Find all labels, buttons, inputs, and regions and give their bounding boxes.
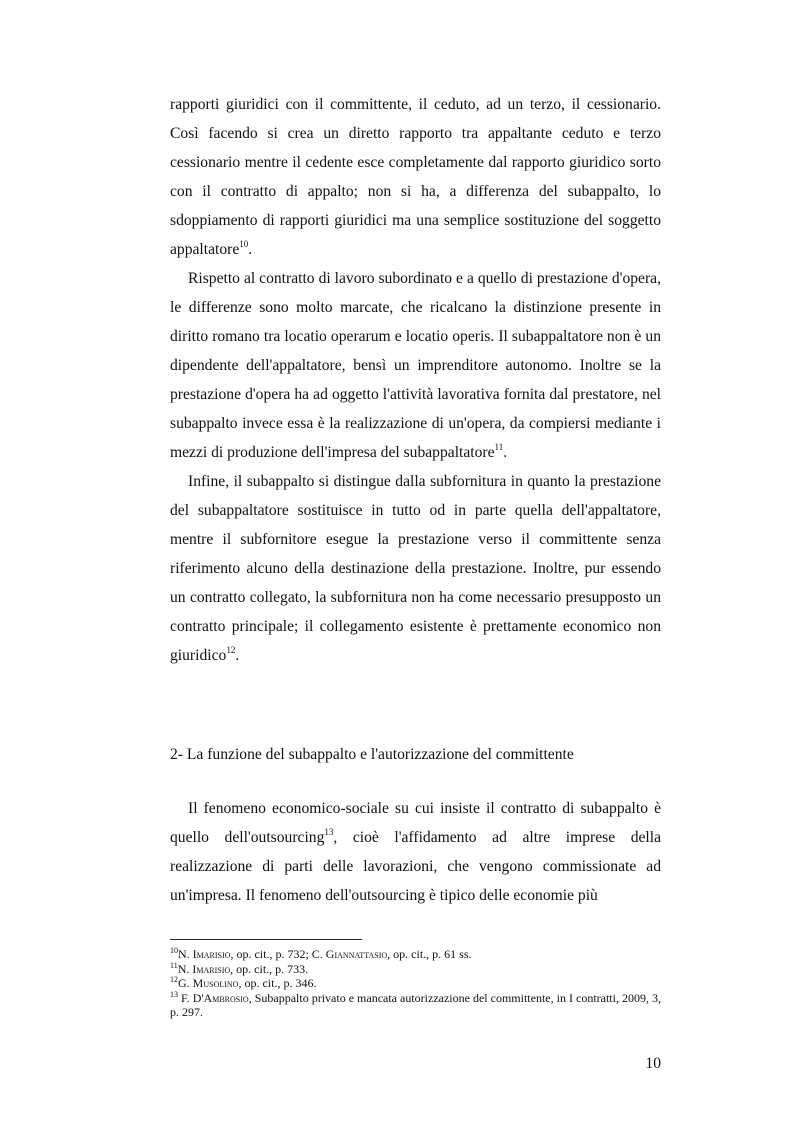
paragraph-1-end: .: [248, 241, 253, 258]
footnote-author-initial: G: [325, 947, 335, 961]
footnote-13: [170, 991, 661, 1020]
footnote-ref-11: 11: [494, 442, 504, 452]
section-paragraph-start: Il fenomeno economico-sociale su cui insiste il contratto di subappalto è quello dell'outsourcing: [170, 800, 661, 846]
body-text: [170, 90, 661, 670]
footnote-number: 10: [170, 946, 178, 955]
section-paragraph-rest: , cioè l'affidamento ad altre imprese della realizzazione di parti delle lavorazioni, che vengono commissionate ad un'impresa. Il fenomeno dell'outsourcing è tipico delle economie più: [170, 829, 662, 904]
footnote-author-initial: G.: [178, 976, 193, 990]
footnote-citation: , op. cit., p. 732; C.: [230, 947, 326, 961]
section-heading: 2- La funzione del subappalto e l'autorizzazione del committente: [170, 746, 574, 763]
footnote-number: 11: [170, 960, 178, 970]
footnote-number: 13: [170, 989, 178, 999]
paragraph-1: [170, 90, 661, 264]
page-number: 10: [645, 1055, 661, 1072]
footnotes: [170, 947, 661, 1020]
footnote-number: 12: [170, 975, 178, 984]
paragraph-2: [170, 264, 661, 467]
footnote-author-initial: F. D'A: [178, 990, 213, 1005]
footnote-author-initial: N.: [177, 961, 193, 976]
footnote-citation: , Subappalto privato e mancata autorizzazione del committente, in I contratti, 2009, 3, p. 297.: [170, 990, 661, 1019]
section-paragraph: [170, 794, 661, 910]
section-body: [170, 794, 661, 910]
paragraph-2-text: Rispetto al contratto di lavoro subordinato e a quello di prestazione d'opera, le differenze sono molto marcate, che ricalcano la distinzione presente in diritto romano tra locatio operarum e locatio operis. Il subappaltatore non è un dipendente dell'appaltatore, bensì un imprenditore autonomo. Inoltre se la prestazione d'opera ha ad oggetto l'attività lavorativa fornita dal prestatore, nel subappalto invece essa è la realizzazione di un'opera, da compiersi mediante i mezzi di produzione dell'impresa del subappaltatore: [170, 270, 661, 461]
footnote-author-name: Imarisio: [192, 947, 231, 961]
paragraph-3: [170, 467, 661, 670]
footnote-11: [170, 962, 661, 977]
footnote-ref-10: 10: [239, 239, 249, 249]
footnote-author-name: iannattasio: [334, 947, 388, 961]
footnote-10: [170, 947, 661, 962]
footnote-separator: [170, 939, 362, 940]
footnote-ref-12: 12: [226, 645, 236, 655]
footnote-ref-13: 13: [324, 827, 334, 837]
paragraph-3-text: Infine, il subappalto si distingue dalla subfornitura in quanto la prestazione del subappaltatore sostituisce in tutto od in parte quella dell'appaltatore, mentre il subfornitore esegue la prestazione verso il committente senza riferimento alcuno della destinazione della prestazione. Inoltre, pur essendo un contratto collegato, la subfornitura non ha come necessario presupposto un contratto principale; il collegamento esistente è prettamente economico non giuridico: [170, 473, 661, 664]
paragraph-3-end: .: [235, 647, 240, 664]
paragraph-1-text: rapporti giuridici con il committente, il ceduto, ad un terzo, il cessionario. Così facendo si crea un diretto rapporto tra appaltante ceduto e terzo cessionario mentre il cedente esce completamente dal rapporto giuridico sorto con il contratto di appalto; non si ha, a differenza del subappalto, lo sdoppiamento di rapporti giuridici ma una semplice sostituzione del soggetto appaltatore: [170, 96, 661, 258]
footnote-author-initial: N.: [178, 947, 193, 961]
footnote-author-name: mbrosio: [212, 990, 249, 1005]
paragraph-2-end: .: [503, 444, 508, 461]
footnote-citation: , op. cit., p. 61 ss.: [387, 947, 472, 961]
footnote-author-name: Imarisio: [192, 961, 231, 976]
footnote-12: [170, 976, 661, 991]
footnote-citation: , op. cit., p. 346.: [238, 976, 317, 990]
footnote-citation: , op. cit., p. 733.: [230, 961, 309, 976]
footnote-author-name: Musolino: [192, 976, 239, 990]
